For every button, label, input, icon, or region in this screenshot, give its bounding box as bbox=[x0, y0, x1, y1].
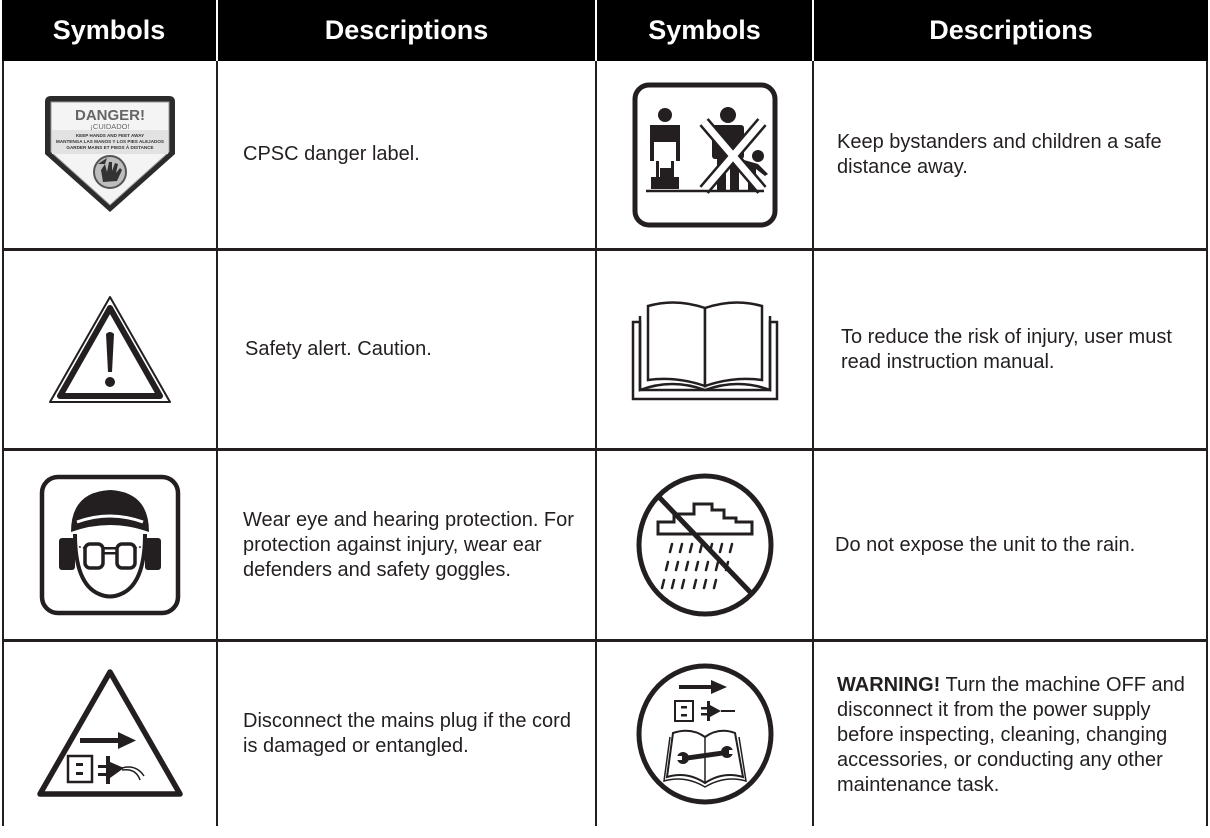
header-descriptions-1: Descriptions bbox=[218, 0, 595, 61]
cpsc-danger-label-icon bbox=[35, 92, 185, 217]
keep-bystanders-away-icon bbox=[632, 82, 778, 228]
description-cell bbox=[245, 251, 585, 448]
disconnect-mains-plug-icon bbox=[36, 668, 184, 800]
description-text: Wear eye and hearing protection. For protection against injury, wear ear defenders and safety goggles. bbox=[243, 508, 574, 581]
symbol-cell bbox=[4, 251, 216, 448]
svg-text:DANGER!: DANGER! bbox=[75, 107, 145, 124]
svg-text:KEEP HANDS AND FEET AWAY: KEEP HANDS AND FEET AWAY bbox=[75, 133, 145, 138]
description-text: To reduce the risk of injury, user must read instruction manual. bbox=[841, 325, 1172, 373]
symbol-cell bbox=[597, 61, 812, 248]
symbol-cell bbox=[597, 451, 812, 639]
description-cell bbox=[837, 61, 1197, 248]
header-descriptions-2: Descriptions bbox=[814, 0, 1208, 61]
description-text: Disconnect the mains plug if the cord is damaged or entangled. bbox=[243, 710, 571, 757]
header-divider bbox=[812, 0, 814, 61]
read-manual-book-icon bbox=[630, 298, 780, 402]
grid-line bbox=[1206, 61, 1208, 826]
description-text: Keep bystanders and children a safe distance away. bbox=[837, 130, 1162, 178]
symbol-cell bbox=[597, 642, 812, 826]
header-divider bbox=[216, 0, 218, 61]
header-divider bbox=[595, 0, 597, 61]
description-text bbox=[837, 673, 1197, 798]
no-rain-exposure-icon bbox=[634, 472, 776, 618]
description-text: Do not expose the unit to the rain. bbox=[835, 533, 1136, 556]
warning-text: Turn the machine OFF and disconnect it from the power supply before inspecting, cleaning, changing accessories, or conducting any other maintenance task. bbox=[837, 674, 1185, 796]
description-cell bbox=[243, 642, 583, 826]
header-symbols-2: Symbols bbox=[597, 0, 812, 61]
description-cell bbox=[841, 251, 1181, 448]
disconnect-before-maintenance-icon bbox=[635, 663, 775, 805]
grid-line bbox=[812, 61, 814, 826]
warning-label: WARNING! bbox=[837, 674, 941, 696]
symbol-cell bbox=[4, 61, 216, 248]
safety-alert-triangle-icon bbox=[47, 294, 173, 406]
description-cell bbox=[837, 642, 1197, 838]
symbol-cell bbox=[597, 251, 812, 448]
svg-text:MANTENGA LAS MANOS Y LOS PIES: MANTENGA LAS MANOS Y LOS PIES ALEJADOS bbox=[56, 139, 164, 144]
description-text: Safety alert. Caution. bbox=[245, 338, 432, 360]
description-cell bbox=[243, 61, 583, 248]
svg-text:GARDER MAINS ET PIEDS À DISTAN: GARDER MAINS ET PIEDS À DISTANCE bbox=[66, 145, 154, 150]
symbol-cell bbox=[4, 642, 216, 826]
svg-text:¡CUIDADO!: ¡CUIDADO! bbox=[90, 122, 130, 131]
eye-hearing-protection-icon bbox=[39, 474, 181, 616]
grid-line bbox=[216, 61, 218, 826]
description-cell bbox=[243, 451, 583, 639]
header-symbols-1: Symbols bbox=[2, 0, 216, 61]
description-text: CPSC danger label. bbox=[243, 143, 420, 165]
description-cell bbox=[835, 451, 1195, 639]
symbol-cell bbox=[4, 451, 216, 639]
